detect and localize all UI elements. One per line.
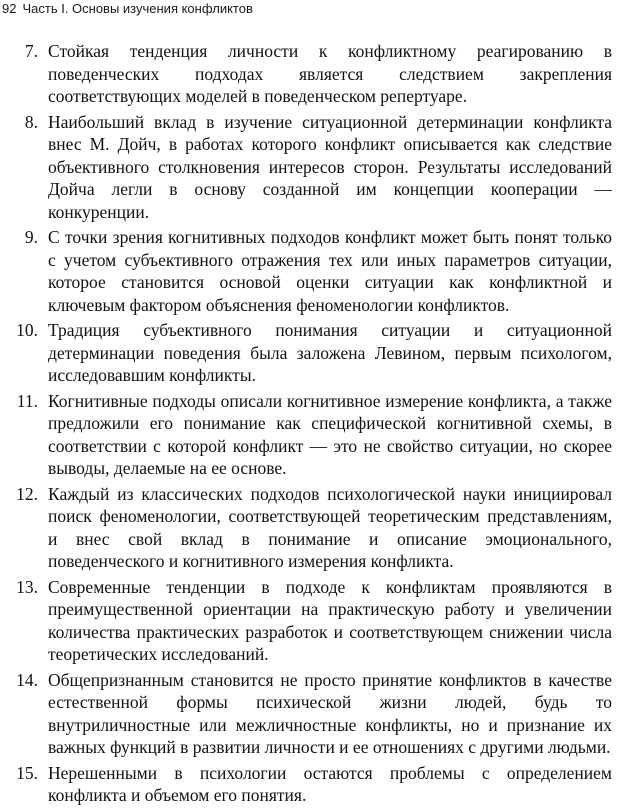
item-number: 12. bbox=[16, 483, 38, 504]
item-number: 13. bbox=[16, 576, 38, 597]
page-number: 92 bbox=[2, 1, 17, 16]
item-text: Наибольший вклад в изучение ситуационной детерминации конфликта внес М. Дойч, в работах которого конфликт описывается как следствие объективного столкновения интересов сторон. Результаты исследований Дойча легли в основу созданной им концепции кооперации — конкуренции. bbox=[48, 111, 612, 222]
list-item bbox=[0, 40, 612, 108]
list-item bbox=[0, 319, 612, 387]
list-item bbox=[0, 576, 612, 666]
summary-list bbox=[0, 40, 620, 810]
item-text: Современные тенденции в подходе к конфликтам проявляются в преимущественной ориентации на практическую работу и увеличении количества практических разработок и соответствующем снижении числа теоретических исследований. bbox=[48, 576, 612, 664]
item-number: 10. bbox=[16, 320, 38, 340]
item-number: 14. bbox=[16, 669, 38, 690]
item-text: Каждый из классических подходов психологической науки инициировал поиск феноменологии, соответствующей теоретическим представлениям, и внес свой вклад в понимание и описание эмоционального, поведенческого и когнитивного измерения конфликта. bbox=[48, 483, 612, 571]
item-text: Когнитивные подходы описали когнитивное измерение конфликта, а также предложили его понимание как специфической когнитивной схемы, в соответствии с которой конфликт — это не свойство ситуации, но скорее выводы, делаемые на ее основе. bbox=[48, 390, 612, 478]
item-text: Нерешенными в психологии остаются проблемы с определением конфликта и объемом его понятия. bbox=[48, 762, 612, 805]
item-number: 11. bbox=[16, 390, 38, 411]
item-text: С точки зрения когнитивных подходов конфликт может быть понят только с учетом субъективного отражения тех или иных параметров ситуации, которое становится основой оценки ситуации как конфликтной и ключевым фактором объяснения феноменологии конфликтов. bbox=[48, 227, 612, 315]
running-head bbox=[2, 0, 253, 18]
list-item bbox=[0, 226, 612, 316]
item-text: Общепризнанным становится не просто принятие конфликтов в качестве естественной формы психической жизни людей, будь то внутриличностные или межличностные конфликты, но и признание их важных функций в развитии личности и ее отношениях с другими людьми. bbox=[48, 669, 612, 757]
list-item bbox=[0, 669, 612, 759]
list-item bbox=[0, 111, 612, 224]
list-item bbox=[0, 390, 612, 480]
item-number: 15. bbox=[16, 762, 38, 783]
item-number: 9. bbox=[24, 227, 38, 247]
list-item bbox=[0, 762, 612, 807]
running-title: Часть I. Основы изучения конфликтов bbox=[22, 1, 253, 16]
item-number: 8. bbox=[24, 111, 38, 132]
list-item bbox=[0, 483, 612, 573]
item-text: Традиция субъективного понимания ситуации и ситуационной детерминации поведения была заложена Левином, первым психологом, исследовавшим конфликты. bbox=[48, 320, 612, 385]
item-number: 7. bbox=[24, 41, 38, 61]
item-text: Стойкая тенденция личности к конфликтному реагированию в поведенческих подходах является следствием закрепления соответствующих моделей в поведенческом репертуаре. bbox=[48, 41, 612, 106]
